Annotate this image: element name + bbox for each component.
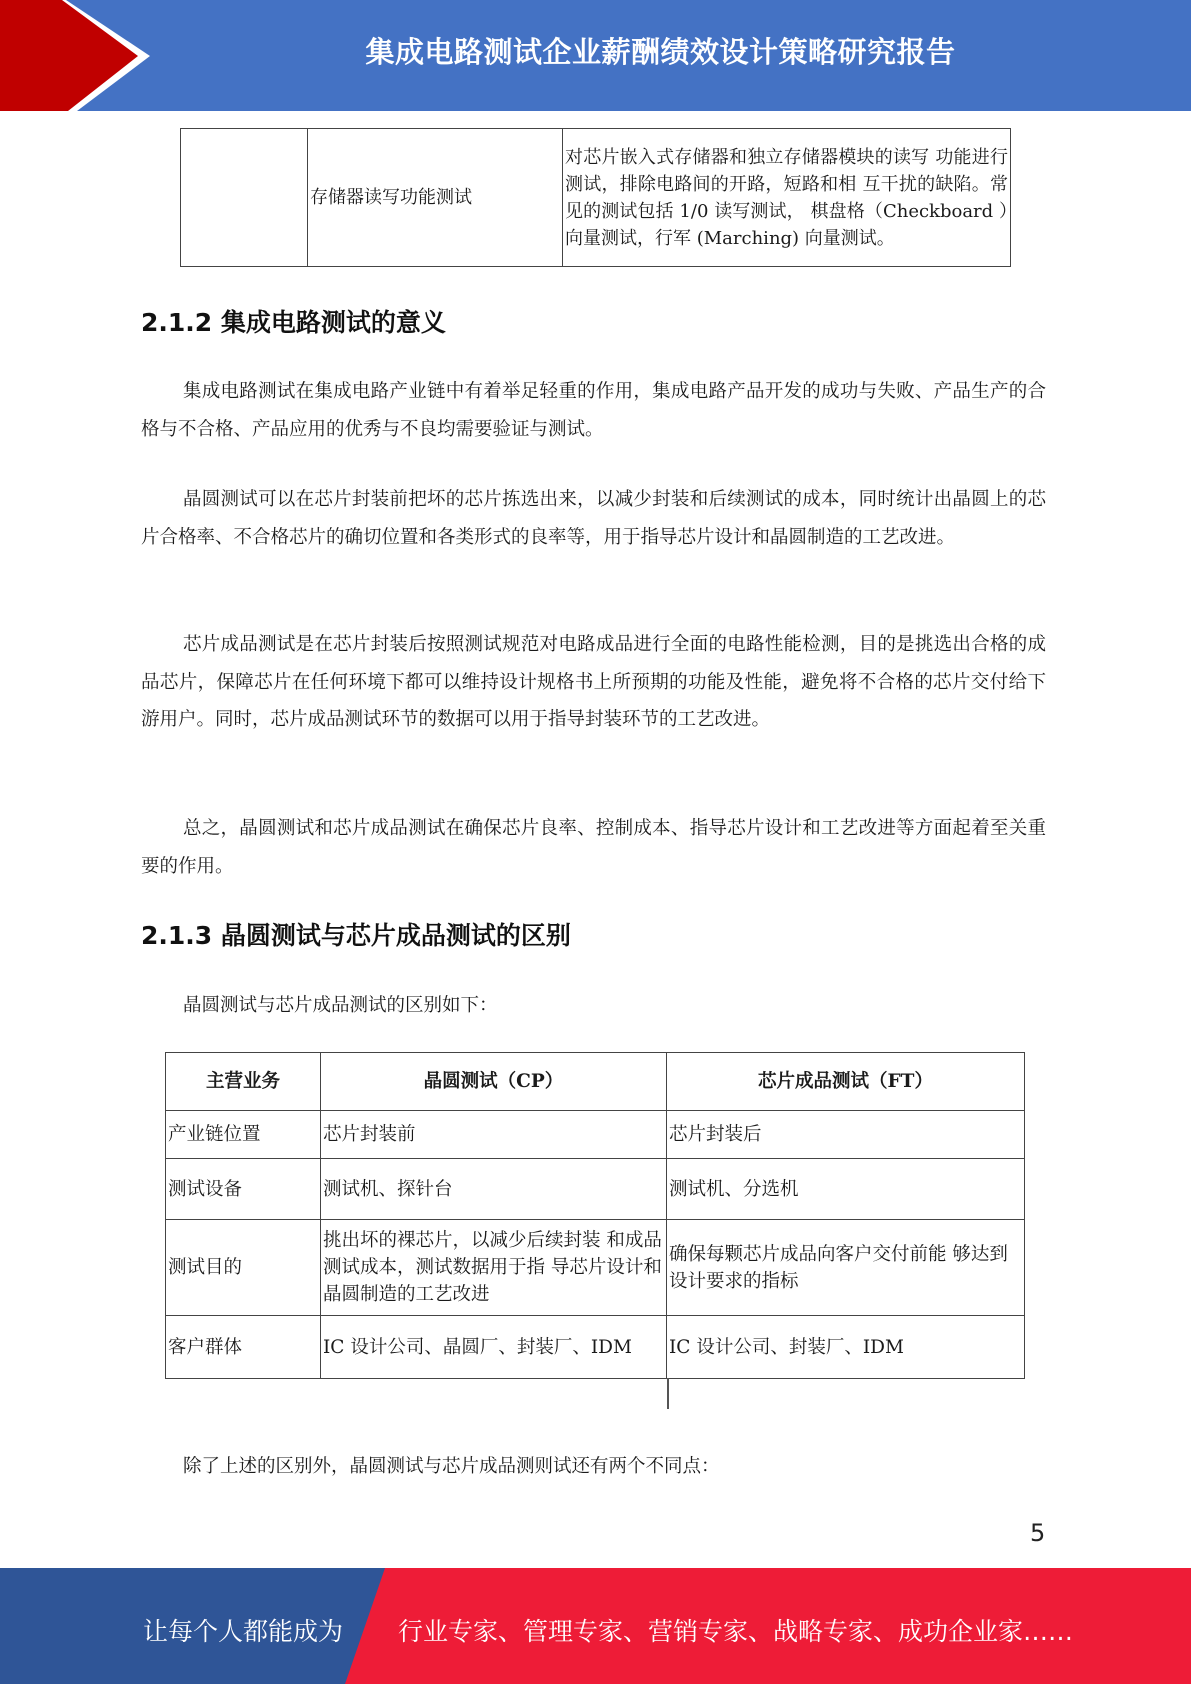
table-cell: IC 设计公司、封装厂、IDM (667, 1316, 1025, 1379)
paragraph: 芯片成品测试是在芯片封装后按照测试规范对电路成品进行全面的电路性能检测，目的是挑选出合格的成品芯片，保障芯片在任何环境下都可以维持设计规格书上所预期的功能及性能，避免将不合格的芯片交付给下游用户。同时，芯片成品测试环节的数据可以用于指导封装环节的工艺改进。 (141, 634, 1046, 730)
table-cell: 产业链位置 (166, 1111, 321, 1159)
column-header: 晶圆测试（CP） (321, 1053, 667, 1111)
section-heading: 2.1.2 集成电路测试的意义 (141, 308, 446, 337)
paragraph: 晶圆测试与芯片成品测试的区别如下： (183, 995, 498, 1016)
table-cell: 存储器读写功能测试 (308, 129, 563, 267)
table-cell (181, 129, 308, 267)
section-heading: 2.1.3 晶圆测试与芯片成品测试的区别 (141, 921, 571, 950)
paragraph: 晶圆测试可以在芯片封装前把坏的芯片拣选出来，以减少封装和后续测试的成本，同时统计出晶圆上的芯片合格率、不合格芯片的确切位置和各类形式的良率等，用于指导芯片设计和晶圆制造的工艺改进。 (141, 489, 1046, 548)
table-cell: 测试机、分选机 (667, 1159, 1025, 1220)
table-cell: 芯片封装前 (321, 1111, 667, 1159)
continued-test-table (180, 128, 1011, 267)
report-title: 集成电路测试企业薪酬绩效设计策略研究报告 (365, 35, 956, 69)
paragraph: 除了上述的区别外，晶圆测试与芯片成品测则试还有两个不同点： (183, 1456, 720, 1477)
table-cell: 挑出坏的裸芯片，以减少后续封装 和成品测试成本，测试数据用于指 导芯片设计和晶圆制造的工艺改进 (321, 1220, 667, 1316)
page-footer-banner (0, 1568, 1191, 1684)
table-cell: 对芯片嵌入式存储器和独立存储器模块的读写 功能进行测试，排除电路间的开路，短路和相 互干扰的缺陷。常见的测试包括 1/0 读写测试， 棋盘格（Checkboard ）向量测试，行军 (Marching) 向量测试。 (563, 129, 1011, 267)
table-cell: 芯片封装后 (667, 1111, 1025, 1159)
table-row (181, 129, 1011, 267)
cp-ft-comparison-table (165, 1052, 1025, 1379)
footer-slogan-left: 让每个人都能成为 (143, 1617, 344, 1646)
table-header-row (166, 1053, 1025, 1111)
table-cell: 确保每颗芯片成品向客户交付前能 够达到设计要求的指标 (667, 1220, 1025, 1316)
table-cell: IC 设计公司、晶圆厂、封装厂、IDM (321, 1316, 667, 1379)
paragraph: 集成电路测试在集成电路产业链中有着举足轻重的作用，集成电路产品开发的成功与失败、产品生产的合格与不合格、产品应用的优秀与不良均需要验证与测试。 (141, 381, 1046, 440)
paragraph: 总之，晶圆测试和芯片成品测试在确保芯片良率、控制成本、指导芯片设计和工艺改进等方面起着至关重要的作用。 (141, 818, 1046, 877)
table-cell: 测试机、探针台 (321, 1159, 667, 1220)
column-header: 芯片成品测试（FT） (667, 1053, 1025, 1111)
page-header-banner (0, 0, 1191, 111)
table-row (166, 1111, 1025, 1159)
table-row (166, 1316, 1025, 1379)
table-divider-line (667, 1378, 669, 1409)
table-cell: 测试设备 (166, 1159, 321, 1220)
column-header: 主营业务 (166, 1053, 321, 1111)
table-cell: 测试目的 (166, 1220, 321, 1316)
table-row (166, 1159, 1025, 1220)
page-number: 5 (1030, 1519, 1046, 1547)
table-row (166, 1220, 1025, 1316)
footer-slogan-right: 行业专家、管理专家、营销专家、战略专家、成功企业家…… (398, 1617, 1074, 1646)
table-cell: 客户群体 (166, 1316, 321, 1379)
